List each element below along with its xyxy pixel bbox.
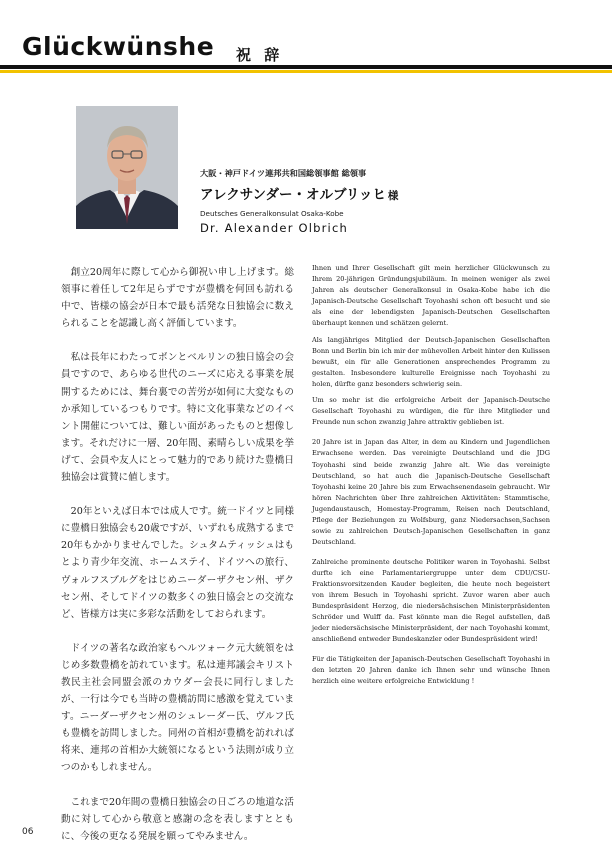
- header-rule-yellow: [0, 70, 612, 73]
- page-number: 06: [22, 827, 34, 837]
- de-paragraph: 20 Jahre ist in Japan das Alter, in dem au Kindern und Jugendlichen Erwachsene werden. Das vereinigte Deutschland und die JDG Toyohashi sind beide zwanzig Jahre alt. Wie das vereinigte Deutschland, so hat auch die Japanisch-Deutsche Gesellschaft Toyohashi keine 20 Jahre bis zum Erwachsenendasein gebraucht. Wir hören Nachrichten über Ihre zahlreichen Aktivitäten: Stammtische, Jugendaustausch, Homestay-Programm, Reisen nach Deutschland, Pflege der Beziehungen zu Wolfsburg, ganz Niedersachsen,Sachsen sowie zu zahlreichen Deutsch-Japanischen Gesellschaften in ganz Deutschland.: [312, 438, 550, 546]
- jp-paragraph: 20年といえば日本では成人です。統一ドイツと同様に豊橋日独協会も20歳ですが、いずれも成熟するまで20年もかかりませんでした。シュタムティッシュはもとより青少年交流、ホームステイ、ドイツへの旅行、ヴォルフスブルグをはじめニーダーザクセン州、ザクセン州、そしてドイツの数多くの独日協会との交流など、皆様方は実に多彩な活動をしておられます。: [61, 506, 294, 620]
- page-title-jp: 祝 辞: [236, 46, 284, 64]
- person-org-de: Deutsches Generalkonsulat Osaka-Kobe: [200, 209, 344, 218]
- de-paragraph: Zahlreiche prominente deutsche Politiker waren in Toyohashi. Selbst durfte ich eine Parlamentariergruppe unter dem CDU/CSU-Fraktionsvorsitzenden Kauder begleiten, die heute noch begeistert von ihrem Besuch in Toyohashi spricht. Zuvor waren aber auch Bundespräsident Herzog, die niedersächsischen Ministerpräsidenten Schröder und Wulff da. Fast könnte man die Regel aufstellen, daß jeder niedersächsische Ministerpräsident, der nach Toyohashi kommt, anschließend entweder Bundeskanzler oder Bundespräsident wird!: [312, 557, 550, 644]
- de-paragraph: Für die Tätigkeiten der Japanisch-Deutschen Gesellschaft Toyohashi in den letzten 20 Jahren danke ich Ihnen sehr und wünsche Ihnen herzlich eine weitere erfolgreiche Entwicklung !: [312, 655, 550, 686]
- header-rule-black: [0, 65, 612, 69]
- person-org-jp: 大阪・神戸ドイツ連邦共和国総領事館 総領事: [200, 168, 367, 178]
- de-paragraph: Ihnen und Ihrer Gesellschaft gilt mein herzlicher Glückwunsch zu Ihrem 20-jährigen Gründungsjubiläum. In meinen weniger als zwei Jahren als deutscher Generalkonsul in Osaka-Kobe habe ich die Japanisch-Deutsche Gesellschaft Toyohashi schon oft besucht und sie als eine der lebendigsten Japanisch-Deutschen Gesellschaften überhaupt kennen und schätzen gelernt.: [312, 264, 550, 328]
- person-honorific: 様: [387, 190, 399, 202]
- person-name-jp: [200, 183, 398, 203]
- de-paragraph: Als langjähriges Mitglied der Deutsch-Japanischen Gesellschaften Bonn und Berlin bin ich mir der mühevollen Arbeit hinter den Kulissen bewußt, ein für alle Generationen ansprechendes Programm zu gestalten. Insbesondere kulturelle Ereignisse nach Toyohashi zu holen, dürfte ganz besonders schwierig sein.: [312, 335, 550, 388]
- page-header: [0, 0, 612, 80]
- person-name-de: Dr. Alexander Olbrich: [200, 221, 348, 235]
- de-paragraph: Um so mehr ist die erfolgreiche Arbeit der Japanisch-Deutsche Gesellschaft Toyohashi zu würdigen, die für ihre Mitglieder und Freunde nun schon zwanzig Jahre attraktiv geblieben ist.: [312, 396, 550, 427]
- german-column: [312, 263, 550, 693]
- jp-paragraph: ドイツの著名な政治家もヘルツォーク元大統領をはじめ多数豊橋を訪れています。私は連邦議会キリスト教民主社会同盟会派のカウダー会長に同行しましたが、一行は今でも当時の豊橋訪問に感激を覚えています。ニーダーザクセン州のシュレーダー氏、ヴルフ氏も豊橋を訪問しました。同州の首相が豊橋を訪れれば将来、連邦の首相か大統領になるという法則が成り立つのかもしれません。: [61, 642, 294, 774]
- jp-paragraph: これまで20年間の豊橋日独協会の日ごろの地道な活動に対して心から敬意と感謝の念を表しますとともに、今後の更なる発展を願ってやみません。: [61, 796, 294, 842]
- person-name-jp-text: アレクサンダー・オルブリッヒ: [200, 187, 386, 203]
- portrait-photo: [76, 106, 178, 229]
- jp-paragraph: 創立20周年に際して心から御祝い申し上げます。総領事に着任して2年足らずですが豊橋を何回も訪れる中で、皆様の協会が日本で最も活発な日独協会に数えられることを認識し高く評価しています。: [61, 267, 294, 330]
- jp-paragraph: 私は長年にわたってボンとベルリンの独日協会の会員ですので、あらゆる世代のニーズに応える事業を展開するためには、舞台裏での苦労が如何に大変なものか承知しているつもりです。特に文化事業などのイベント開催については、難しい面があったものと想像します。それだけに一層、20年間、素晴らしい成果を挙げて、会員や友人にとって魅力的であり続けた豊橋日独協会は賞賛に値します。: [61, 352, 294, 484]
- page-title: Glückwünshe: [22, 32, 215, 61]
- japanese-column: [61, 264, 294, 862]
